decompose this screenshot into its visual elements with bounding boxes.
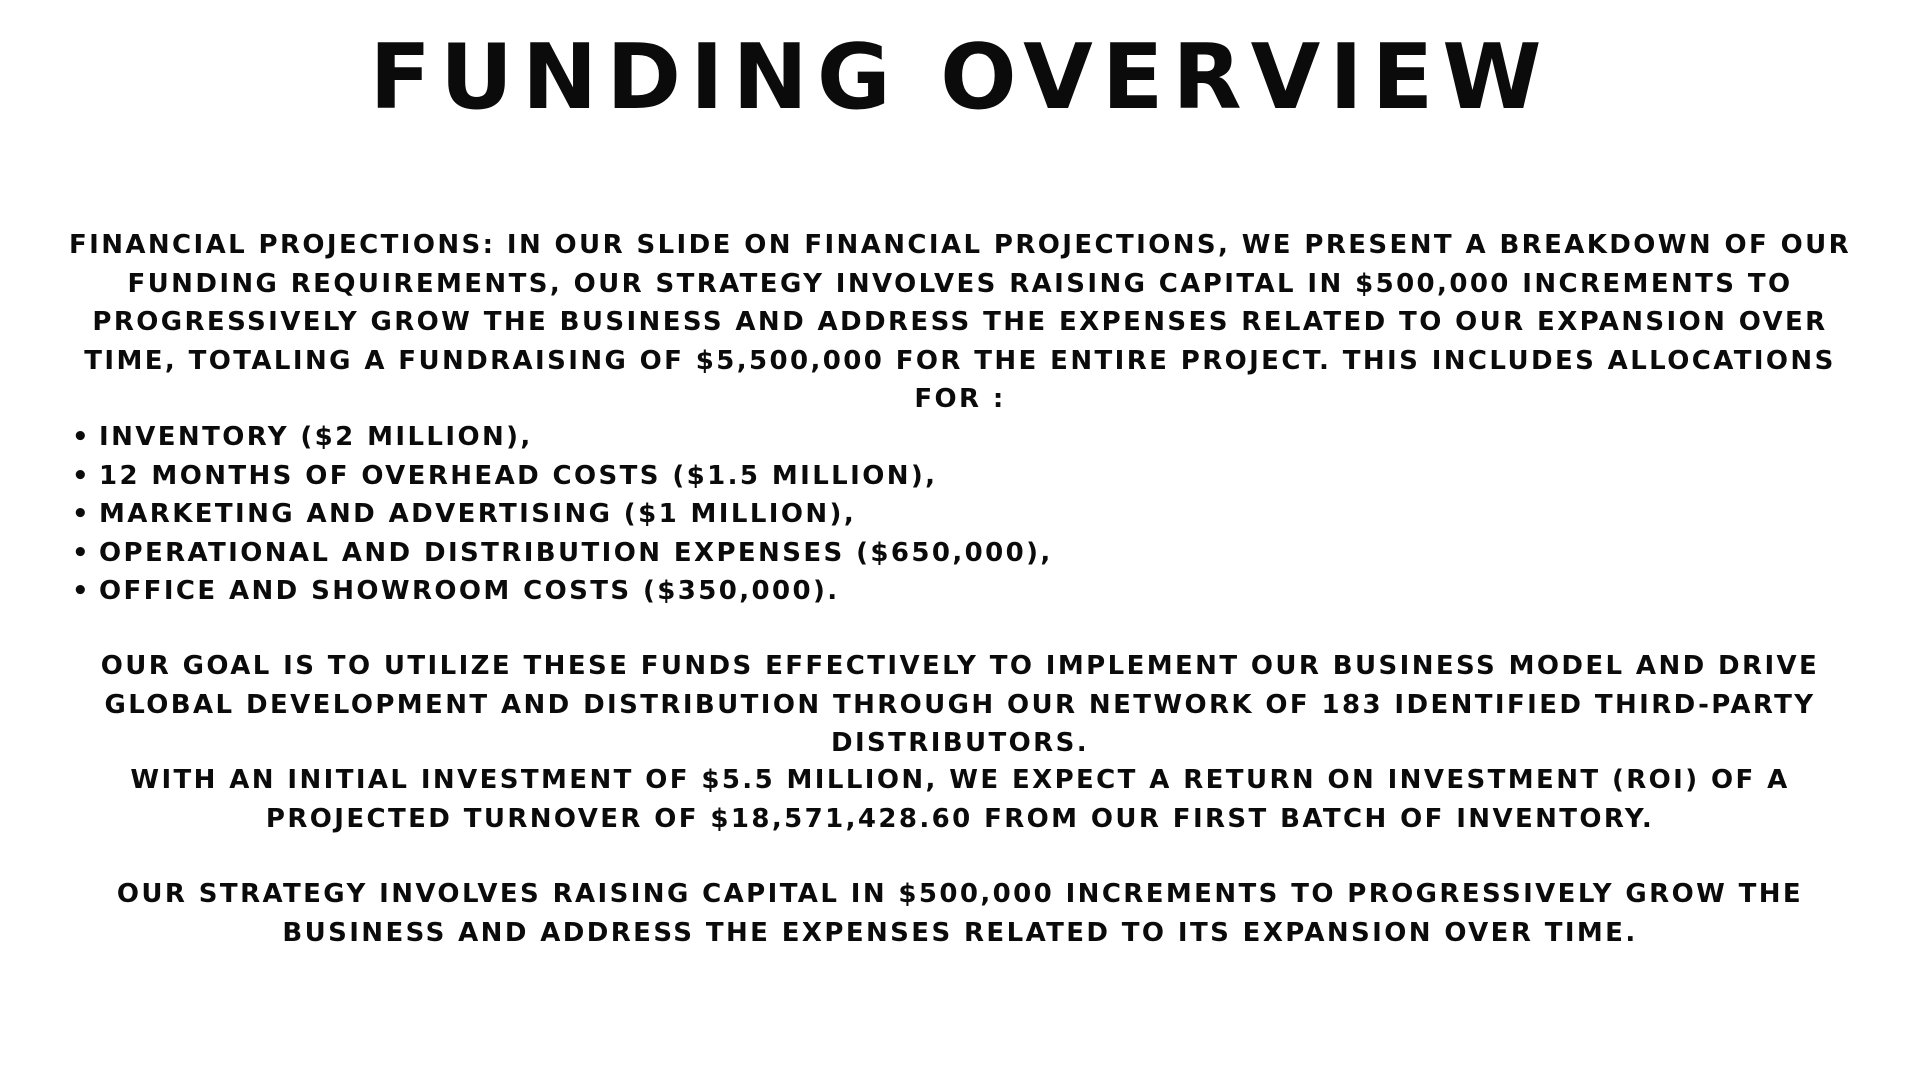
list-item <box>72 572 1053 611</box>
list-item-text: INVENTORY ($2 MILLION), <box>99 422 533 452</box>
allocation-list <box>72 418 1053 611</box>
list-item-text: MARKETING AND ADVERTISING ($1 MILLION), <box>99 499 857 529</box>
bullet-icon: • <box>72 422 92 452</box>
list-item-text: OPERATIONAL AND DISTRIBUTION EXPENSES ($650,000), <box>99 537 1053 568</box>
list-item-text: 12 MONTHS OF OVERHEAD COSTS ($1.5 MILLION), <box>99 460 938 491</box>
intro-paragraph: FINANCIAL PROJECTIONS: IN OUR SLIDE ON FINANCIAL PROJECTIONS, WE PRESENT A BREAKDOWN OF OUR FUNDING REQUIREMENTS, OUR STRATEGY INVOLVES RAISING CAPITAL IN $500,000 INCREMENTS TO PROGRESSIVELY GROW THE BUSINESS AND ADDRESS THE EXPENSES RELATED TO OUR EXPANSION OVER TIME, TOTALING A FUNDRAISING OF $5,500,000 FOR THE ENTIRE PROJECT. THIS INCLUDES ALLOCATIONS FOR : <box>68 230 1852 414</box>
goal-paragraph: OUR GOAL IS TO UTILIZE THESE FUNDS EFFECTIVELY TO IMPLEMENT OUR BUSINESS MODEL AND DRIVE GLOBAL DEVELOPMENT AND DISTRIBUTION THROUGH OUR NETWORK OF 183 IDENTIFIED THIRD-PARTY DISTRIBUTORS. <box>100 651 1820 758</box>
bullet-icon: • <box>72 576 92 606</box>
list-item <box>72 457 1053 496</box>
bullet-icon: • <box>72 537 92 568</box>
slide-title: FUNDING OVERVIEW <box>369 25 1551 130</box>
list-item <box>72 418 1053 457</box>
list-item <box>72 495 1053 534</box>
bullet-icon: • <box>72 460 92 491</box>
roi-paragraph: WITH AN INITIAL INVESTMENT OF $5.5 MILLION, WE EXPECT A RETURN ON INVESTMENT (ROI) OF A PROJECTED TURNOVER OF $18,571,428.60 FROM OUR FIRST BATCH OF INVENTORY. <box>130 765 1790 834</box>
list-item <box>72 534 1053 573</box>
list-item-text: OFFICE AND SHOWROOM COSTS ($350,000). <box>99 576 840 606</box>
strategy-paragraph: OUR STRATEGY INVOLVES RAISING CAPITAL IN $500,000 INCREMENTS TO PROGRESSIVELY GROW THE BUSINESS AND ADDRESS THE EXPENSES RELATED TO ITS EXPANSION OVER TIME. <box>116 879 1804 948</box>
bullet-icon: • <box>72 499 92 529</box>
